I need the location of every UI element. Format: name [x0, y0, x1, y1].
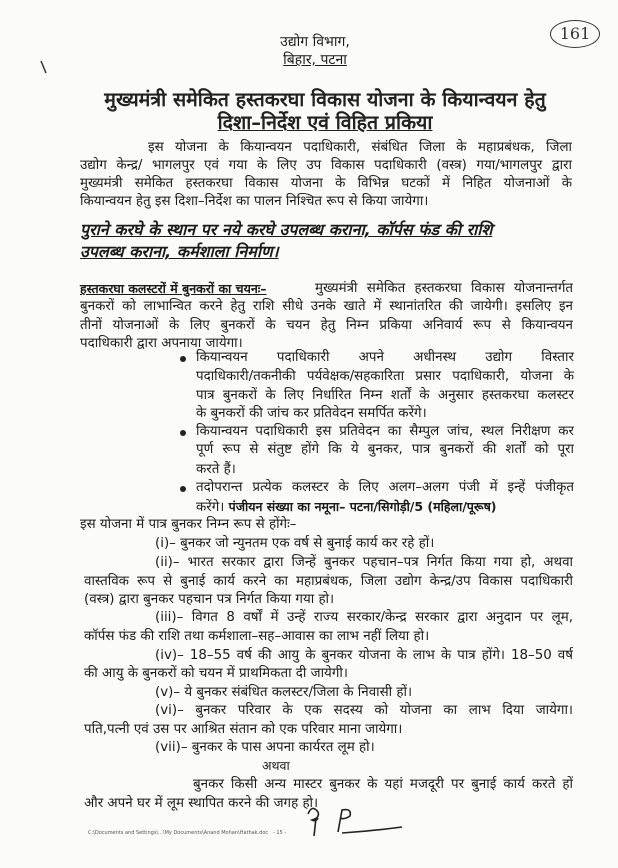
selection-label: हस्तकरघा कलस्टरों में बुनकरों का चयनः–: [80, 281, 267, 296]
selection-line: मुख्यमंत्री समेकित हस्तकरघा विकास योजनान्तर्गत: [315, 281, 573, 296]
bullet-line: कियान्वयन पदाधिकारी अपने अधीनस्थ उद्योग विस्तार: [196, 350, 574, 365]
bullet-text: करेंगे।: [196, 500, 225, 515]
title-line-2: दिशा–निर्देश एवं विहित प्रकिया: [217, 111, 433, 134]
section-heading-line: उपलब्ध कराना, कर्मशाला निर्माण।: [80, 242, 279, 261]
criterion-v: (v)– ये बुनकर संबंधित कलस्टर/जिला के निवासी हों।: [155, 685, 413, 700]
page-number-annotation: 161: [550, 20, 600, 48]
selection-line: बुनकरों को लाभान्वित करने हेतु राशि सीधे उनके खाते में स्थानांतरित की जायेगी। इसलिए इन: [80, 299, 573, 314]
department-name: उद्योग विभाग,: [280, 34, 350, 50]
pen-mark-icon: [40, 60, 48, 74]
criterion-iv: (iv)– 18–55 वर्ष की आयु के बुनकर योजना के लाभ के पात्र होंगे। 18–50 वर्ष: [155, 648, 573, 663]
bullet-icon: [180, 486, 186, 492]
criterion-ii: (ii)– भारत सरकार द्वारा जिन्हें बुनकर पहचान–पत्र निर्गत किया गया हो, अथवा: [155, 555, 573, 570]
criterion-iii: कॉर्पस फंड की राशि तथा कर्मशाला–सह–आवास का लाभ नहीं लिया हो।: [84, 629, 430, 644]
intro-line: मुख्यमंत्री समेकित हस्तकरघा विकास योजना के विभिन्न घटकों में निहित योजनाओं के: [80, 176, 572, 191]
or-separator: अथवा: [262, 758, 290, 773]
selection-line: पदाधिकारी द्वारा अपनाया जायेगा।: [80, 336, 243, 351]
criterion-iv: की आयु के बुनकरों को चयन में प्राथमिकता दी जायेगी।: [84, 666, 348, 681]
footer: [88, 830, 286, 836]
bullet-line: तदोपरान्त प्रत्येक कलस्टर के लिए अलग–अलग पंजी में इन्हें पंजीकृत: [196, 480, 574, 495]
selection-line: तीनों योजनाओं के लिए बुनकरों के चयन हेतु निम्न प्रकिया अनिवार्य रूप से कियान्वयन: [80, 318, 573, 333]
registration-sample: पंजीयन संख्या का नमूना– पटना/सिगोड़ी/5 (महिला/पूरूष): [228, 499, 497, 514]
intro-line: कियान्वयन हेतु इस दिशा–निर्देश का पालन निश्चित रूप से किया जायेगा।: [80, 194, 429, 209]
intro-line: इस योजना के कियान्वयन पदाधिकारी, संबंधित जिला के महाप्रबंधक, जिला: [148, 140, 572, 155]
criterion-vii: (vii)– बुनकर के पास अपना कार्यरत लूम हो।: [155, 740, 375, 755]
intro-line: उद्योग केन्द्र/ भागलपुर एवं गया के लिए उप विकास पदाधिकारी (वस्त्र) गया/भागलपुर द्वारा: [80, 158, 572, 173]
bullet-line: पात्र बुनकरों के लिए निर्धारित निम्न शर्तों के अनुसार हस्तकरघा कलस्टर: [196, 388, 574, 403]
criterion-vi: (vi)– बुनकर परिवार के एक सदस्य को योजना का लाभ दिया जायेगा।: [155, 703, 573, 718]
bullet-line: के बुनकरों की जांच कर प्रतिवेदन समर्पित करेंगे।: [196, 406, 427, 421]
criterion-alternative: बुनकर किसी अन्य मास्टर बुनकर के यहां मजदूरी पर बुनाई कार्य करते हों: [193, 777, 573, 792]
criterion-ii: (वस्त्र) द्वारा बुनकर पहचान पत्र निर्गत किया गया हो।: [84, 592, 335, 607]
criterion-alternative: और अपने घर में लूम स्थापित करने की जगह हो।: [84, 796, 319, 811]
eligibility-intro: इस योजना में पात्र बुनकर निम्न रूप से होंगेः–: [80, 517, 297, 532]
criterion-vi: पति,पत्नी एवं उस पर आश्रित संतान को एक परिवार माना जायेगा।: [84, 722, 403, 737]
criterion-iii: (iii)– विगत 8 वर्षों में उन्हें राज्य सरकार/केन्द्र सरकार द्वारा अनुदान पर लूम,: [155, 610, 573, 625]
bullet-line: कियान्वयन पदाधिकारी इस प्रतिवेदन का सैम्पुल जांच, स्थल निरीक्षण कर: [196, 424, 574, 439]
section-heading-line: पुराने करघे के स्थान पर नये करघे उपलब्ध कराना, कॉर्पस फंड की राशि: [80, 220, 493, 239]
criterion-ii: वास्तविक रूप से बुनाई कार्य करने का महाप्रबंधक, जिला उद्योग केन्द्र/उप विकास पदाधिकारी: [84, 574, 573, 589]
bullet-line: [196, 498, 497, 517]
title-line-1: मुख्यमंत्री समेकित हस्तकरघा विकास योजना के कियान्वयन हेतु: [104, 88, 546, 111]
footer-page-number: - 15 -: [272, 830, 287, 836]
footer-file-path: C:\Documents and Settings\...\My Documents\Anand Mohan\Hathak.doc: [88, 830, 269, 836]
bullet-line: पूर्ण रूप से संतुष्ट होंगे कि ये बुनकर, पात्र बुनकरों की शर्तों को पूरा: [196, 442, 574, 457]
bullet-line: पदाधिकारी/तकनीकी पर्यवेक्षक/सहकारिता प्रसार पदाधिकारी, योजना के: [196, 369, 574, 384]
criterion-i: (i)– बुनकर जो न्युनतम एक वर्ष से बुनाई कार्य कर रहे हों।: [155, 536, 435, 551]
bullet-line: करते हैं।: [196, 462, 236, 477]
bullet-icon: [180, 430, 186, 436]
bullet-icon: [180, 356, 186, 362]
department-location: बिहार, पटना: [283, 52, 347, 68]
signature-icon: [300, 800, 430, 840]
